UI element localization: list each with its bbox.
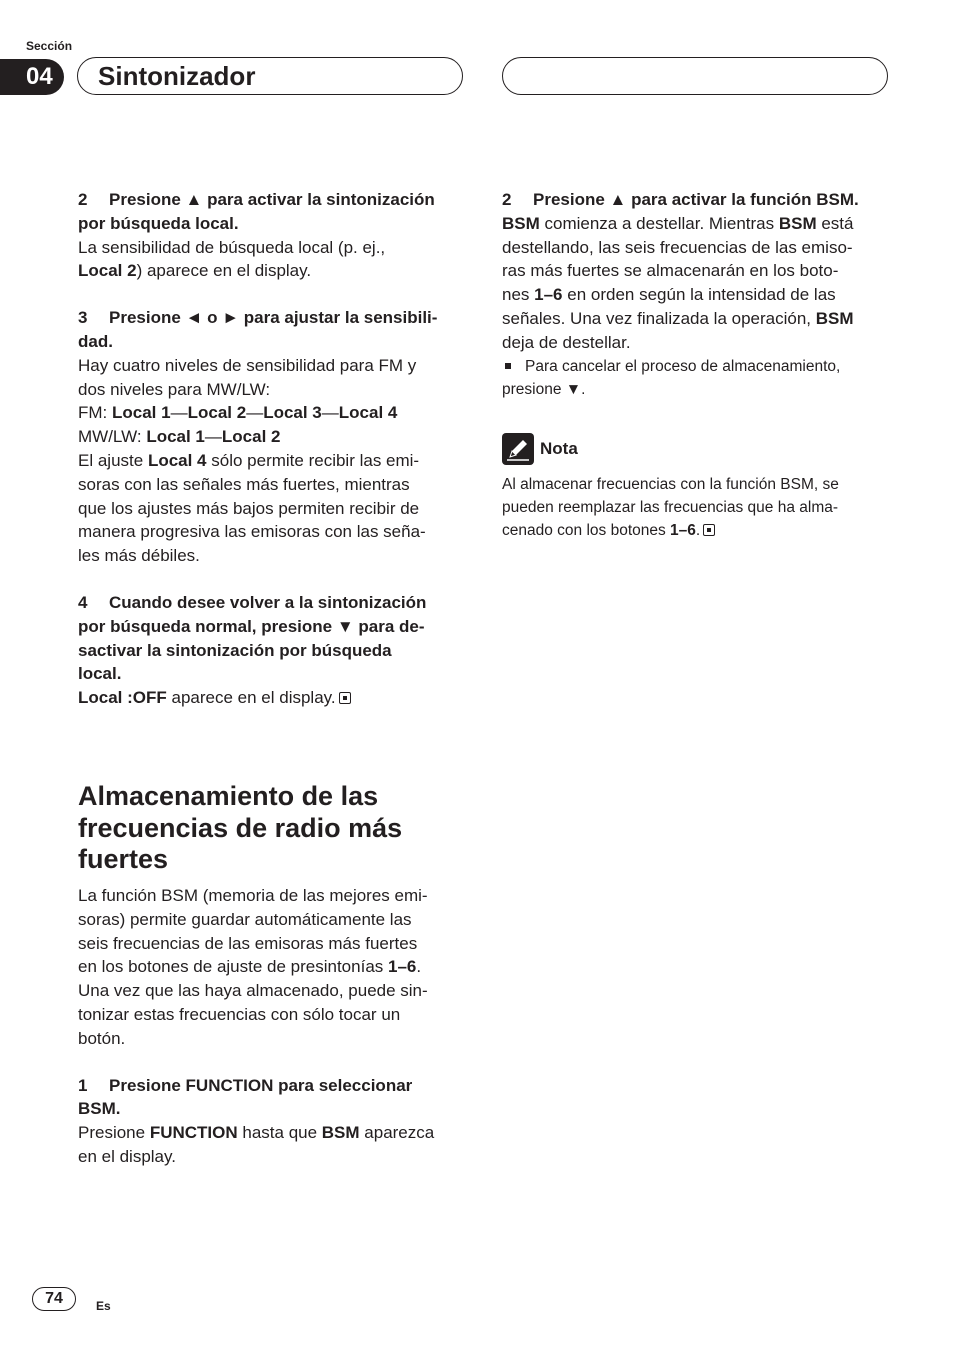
end-mark-icon — [703, 524, 715, 536]
bullet-icon — [505, 363, 511, 369]
chapter-title: Sintonizador — [98, 61, 256, 91]
step-3-body-line: manera progresiva las emisoras con las seña- — [78, 522, 426, 542]
end-mark-icon — [339, 692, 351, 704]
step-2-body: La sensibilidad de búsqueda local (p. ej., — [78, 237, 386, 257]
step-3-heading-cont: dad. — [78, 331, 113, 351]
cancel-bullet: Para cancelar el proceso de almacenamiento, — [502, 355, 894, 378]
section-heading-cont: frecuencias de radio más — [78, 812, 403, 843]
step-4-heading-cont: por búsqueda normal, presione ▼ para de- — [78, 616, 425, 636]
step-2-heading: 2 Presione ▲ para activar la sintonización — [78, 190, 435, 209]
mwlw-levels: MW/LW: Local 1—Local 2 — [78, 427, 281, 447]
step-4-body: Local :OFF aparece en el display. — [78, 686, 468, 710]
intro-line: botón. — [78, 1028, 126, 1048]
step-4-heading: 4 Cuando desee volver a la sintonización — [78, 592, 427, 612]
intro-line: Una vez que las haya almacenado, puede sin- — [78, 981, 428, 1001]
section-number-badge: 04 — [0, 59, 64, 95]
bsm-step-2-line: ras más fuertes se almacenarán en los boto- — [502, 261, 839, 281]
bsm-section — [78, 781, 478, 876]
bsm-step-2-heading: 2 Presione ▲ para activar la función BSM. — [502, 190, 859, 209]
step-3-body-line: soras con las señales más fuertes, mientras — [78, 474, 410, 494]
step-3-heading: 3 Presione ◄ o ► para ajustar la sensibili- — [78, 308, 438, 328]
intro-line: La función BSM (memoria de las mejores emi- — [78, 886, 428, 905]
step-1-body-cont: en el display. — [78, 1146, 176, 1166]
note-text: Al almacenar frecuencias con la función BSM, se — [502, 475, 839, 493]
section-heading-cont: fuertes — [78, 844, 169, 874]
intro-line: tonizar estas frecuencias con sólo tocar un — [78, 1004, 401, 1024]
bsm-step-2-line: señales. Una vez finalizada la operación, BSM — [502, 308, 854, 328]
note-text: cenado con los botones 1–6. — [502, 519, 894, 542]
step-1-heading-cont: BSM. — [78, 1099, 121, 1119]
note-text: pueden reemplazar las frecuencias que ha alma- — [502, 498, 839, 516]
intro-line: en los botones de ajuste de presintonías 1–6. — [78, 957, 422, 977]
step-3-body-line: les más débiles. — [78, 546, 200, 566]
step-1-heading: 1 Presione FUNCTION para seleccionar — [78, 1075, 413, 1095]
cancel-bullet-cont: presione ▼. — [502, 380, 586, 398]
step-2-heading-cont: por búsqueda local. — [78, 213, 239, 233]
bsm-step-2-line: nes 1–6 en orden según la intensidad de las — [502, 285, 836, 305]
step-3-body-line: dos niveles para MW/LW: — [78, 379, 271, 399]
step-2-body-cont: Local 2) aparece en el display. — [78, 261, 312, 281]
bsm-body — [78, 884, 468, 1169]
step-3-body: Hay cuatro niveles de sensibilidad para FM y — [78, 355, 417, 375]
intro-line: seis frecuencias de las emisoras más fuertes — [78, 933, 418, 953]
page-number: 74 — [32, 1287, 76, 1311]
step-3-body-line: que los ajustes más bajos permiten recibir de — [78, 498, 420, 518]
step-3-adjust-text: El ajuste Local 4 sólo permite recibir las emi- — [78, 450, 420, 470]
step-1-body: Presione FUNCTION hasta que BSM aparezca — [78, 1123, 435, 1143]
intro-line: soras) permite guardar automáticamente las — [78, 909, 412, 929]
right-column — [502, 188, 894, 542]
section-label: Sección — [26, 39, 73, 53]
note-pencil-icon — [502, 433, 534, 465]
section-heading: Almacenamiento de las — [78, 781, 379, 811]
step-4-heading-cont: sactivar la sintonización por búsqueda — [78, 640, 392, 660]
note-label: Nota — [540, 438, 578, 458]
bsm-step-2-line: deja de destellar. — [502, 332, 631, 352]
step-4-heading-cont: local. — [78, 664, 122, 684]
bsm-step-2-body: BSM comienza a destellar. Mientras BSM está — [502, 213, 854, 233]
language-code: Es — [96, 1299, 111, 1313]
empty-header-frame — [502, 57, 888, 95]
left-column — [78, 188, 468, 710]
fm-levels: FM: Local 1—Local 2—Local 3—Local 4 — [78, 403, 398, 423]
note-header — [502, 433, 894, 465]
bsm-step-2-line: destellando, las seis frecuencias de las emiso- — [502, 237, 853, 257]
